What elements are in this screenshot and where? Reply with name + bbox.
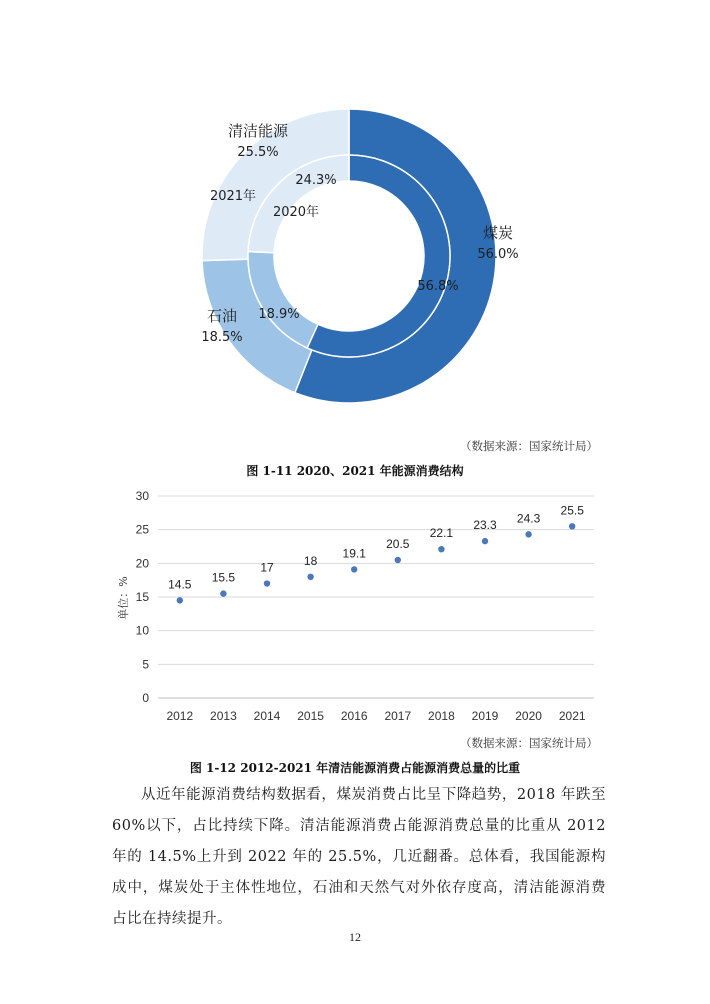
x-tick-label: 2012 [166, 709, 194, 723]
data-point [177, 597, 183, 603]
x-tick-label: 2021 [558, 709, 586, 723]
x-tick-label: 2020 [515, 709, 542, 723]
y-tick-label: 25 [135, 522, 149, 537]
scatter-source-note: （数据来源：国家统计局） [460, 736, 598, 750]
data-label: 22.1 [429, 526, 454, 541]
data-point [220, 590, 226, 596]
donut-source-note: （数据来源：国家统计局） [460, 439, 598, 453]
page-number: 12 [349, 930, 361, 944]
clean-energy-inner-value: 24.3% [295, 173, 337, 188]
data-label: 25.5 [560, 503, 584, 518]
x-tick-label: 2014 [253, 709, 281, 723]
data-label: 24.3 [516, 511, 541, 526]
body-paragraph: 从近年能源消费结构数据看，煤炭消费占比呈下降趋势，2018 年跌至 60%以下，占比持续下降。清洁能源消费占能源消费总量的比重从 2012 年的 14.5%上升到 2022 年的 25.5%，几近翻番。总体看，我国能源构成中，煤炭处于主体性地位，石油和天然气对外依存度高，清洁能源消费占比在持续提升。 [112, 787, 606, 927]
data-point [525, 531, 531, 537]
x-tick-label: 2018 [428, 709, 455, 723]
clean-energy-label: 清洁能源 [227, 122, 289, 140]
oil-outer-value: 18.5% [201, 330, 243, 345]
data-label: 15.5 [211, 570, 236, 585]
data-point [395, 557, 401, 563]
data-point [438, 546, 444, 552]
x-tick-label: 2017 [384, 709, 412, 723]
y-tick-label: 5 [142, 657, 149, 672]
inner-ring-year-label: 2020年 [272, 205, 320, 220]
data-point [264, 580, 270, 586]
y-tick-label: 15 [135, 590, 149, 604]
clean-energy-outer-value: 25.5% [237, 145, 279, 160]
y-tick-label: 30 [135, 489, 149, 503]
x-tick-label: 2015 [297, 709, 324, 723]
coal-outer-value: 56.0% [477, 247, 519, 262]
y-tick-label: 20 [135, 556, 149, 571]
x-tick-label: 2016 [340, 709, 368, 723]
oil-inner-value: 18.9% [258, 307, 300, 322]
y-tick-label: 10 [135, 623, 149, 638]
y-axis-unit-label: 单位：% [117, 576, 130, 620]
data-label: 20.5 [386, 536, 410, 551]
x-tick-label: 2019 [471, 709, 499, 723]
coal-label: 煤炭 [482, 224, 514, 242]
data-label: 18 [303, 553, 318, 568]
data-point [351, 566, 357, 572]
scatter-figure-caption: 图 1-12 2012-2021 年清洁能源消费占能源消费总量的比重 [189, 761, 521, 775]
data-point [569, 523, 575, 529]
x-tick-label: 2013 [210, 709, 237, 723]
data-point [482, 538, 488, 544]
donut-figure-caption: 图 1-11 2020、2021 年能源消费结构 [246, 464, 464, 478]
data-label: 17 [260, 560, 274, 575]
y-tick-label: 0 [142, 691, 149, 705]
coal-inner-value: 56.8% [417, 279, 459, 294]
outer-ring-year-label: 2021年 [209, 189, 257, 204]
data-label: 14.5 [168, 577, 192, 592]
data-point [307, 574, 313, 580]
data-label: 23.3 [473, 518, 497, 533]
oil-label: 石油 [206, 307, 238, 325]
data-label: 19.1 [342, 546, 366, 561]
